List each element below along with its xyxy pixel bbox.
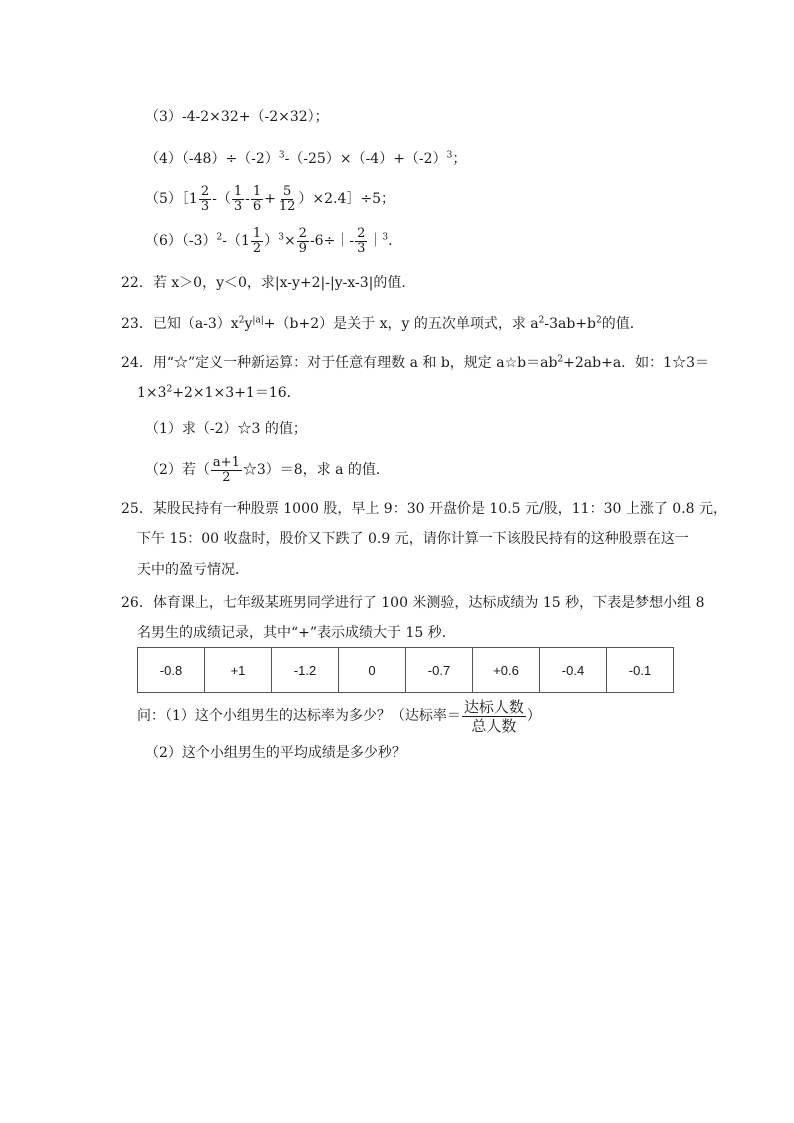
fraction: $\frac{1}{6}$ bbox=[252, 183, 262, 214]
table-cell: -0.1 bbox=[607, 648, 674, 693]
fraction: $\frac{1}{3}$ bbox=[233, 183, 243, 214]
problem-21-6: $(6)(-3)^2-(1$ $\frac{1}{2}$ ）$^3$× $\frac{2}{9}$ -6÷｜- $\frac{2}{3}$ ｜$^3$. bbox=[145, 225, 393, 256]
question-22: 22．若 x＞0，y＜0，求|x-y+2|-|y-x-3|的值． bbox=[121, 275, 416, 291]
problem-21-5: （5）［1 $\frac{2}{3}$ -（ $\frac{1}{3}$ - $\frac{1}{6}$ + $\frac{5}{12}$ ）×2.4］÷5； bbox=[145, 183, 396, 214]
question-24-sub-1: （1）求（-2）☆3 的值； bbox=[145, 421, 307, 437]
question-25-line-2: 下午 15：00 收盘时，股价又下跌了 0.9 元，请你计算一下该股民持有的这种股票在这一 bbox=[137, 531, 689, 547]
fraction: $\frac{1}{2}$ bbox=[252, 225, 262, 256]
table-cell: -0.4 bbox=[540, 648, 607, 693]
question-23: 23．已知$(a-3)x^2y^{|a|}+(b+2)$是关于 x，y 的五次单项式，求 $a^2-3ab+b^2$的值． bbox=[121, 315, 644, 332]
question-26-ask-2: （2）这个小组男生的平均成绩是多少秒？ bbox=[145, 745, 406, 761]
table-cell: -0.7 bbox=[406, 648, 473, 693]
table-cell: -0.8 bbox=[138, 648, 205, 693]
fraction: $\frac{a+1}{2}$ bbox=[212, 454, 240, 485]
problem-21-3: （3）-4-2×32+（-2×32）； bbox=[145, 109, 329, 125]
fraction: $\frac{2}{3}$ bbox=[200, 183, 210, 214]
problem-21-4: $(4)(-48)\div(-2)^3-(-25)\times(-4)+(-2)^3$； bbox=[145, 150, 467, 167]
question-25-line-3: 天中的盈亏情况． bbox=[137, 562, 249, 578]
question-26-line-2: 名男生的成绩记录，其中“+”表示成绩大于 15 秒． bbox=[137, 625, 456, 641]
table-cell: 0 bbox=[339, 648, 406, 693]
table-cell: -1.2 bbox=[272, 648, 339, 693]
fraction: $\frac{5}{12}$ bbox=[278, 183, 296, 214]
table-cell: +1 bbox=[205, 648, 272, 693]
fraction: $\frac{2}{9}$ bbox=[298, 225, 307, 256]
score-table bbox=[137, 647, 674, 693]
question-24-sub-2: （2）若（ $\frac{a+1}{2}$ ☆3）＝8，求 a 的值． bbox=[145, 454, 390, 485]
fraction: $\frac{2}{3}$ bbox=[357, 225, 366, 256]
question-25-line-1: 25．某股民持有一种股票 1000 股，早上 9：30 开盘价是 10.5 元/股，11：30 上涨了 0.8 元， bbox=[121, 501, 727, 517]
question-26-ask-1: 问：（1）这个小组男生的达标率为多少？（达标率＝ $\frac{\text{达标人数}}{\text{总人数}}$ ） bbox=[137, 697, 541, 735]
table-cell: +0.6 bbox=[473, 648, 540, 693]
fraction: $\frac{\text{达标人数}}{\text{总人数}}$ bbox=[463, 697, 524, 735]
question-26-line-1: 26．体育课上，七年级某班男同学进行了 100 米测验，达标成绩为 15 秒，下表是梦想小组 8 bbox=[121, 595, 705, 611]
question-24-line-1: 24．用“☆”定义一种新运算：对于任意有理数 a 和 b，规定 $a☆b=ab^2+2ab+a$．如：1☆3＝ bbox=[121, 354, 709, 371]
question-24-line-2: $1\times 3^2+2\times 1\times 3+1=16$． bbox=[137, 384, 301, 401]
table-row bbox=[138, 648, 674, 693]
